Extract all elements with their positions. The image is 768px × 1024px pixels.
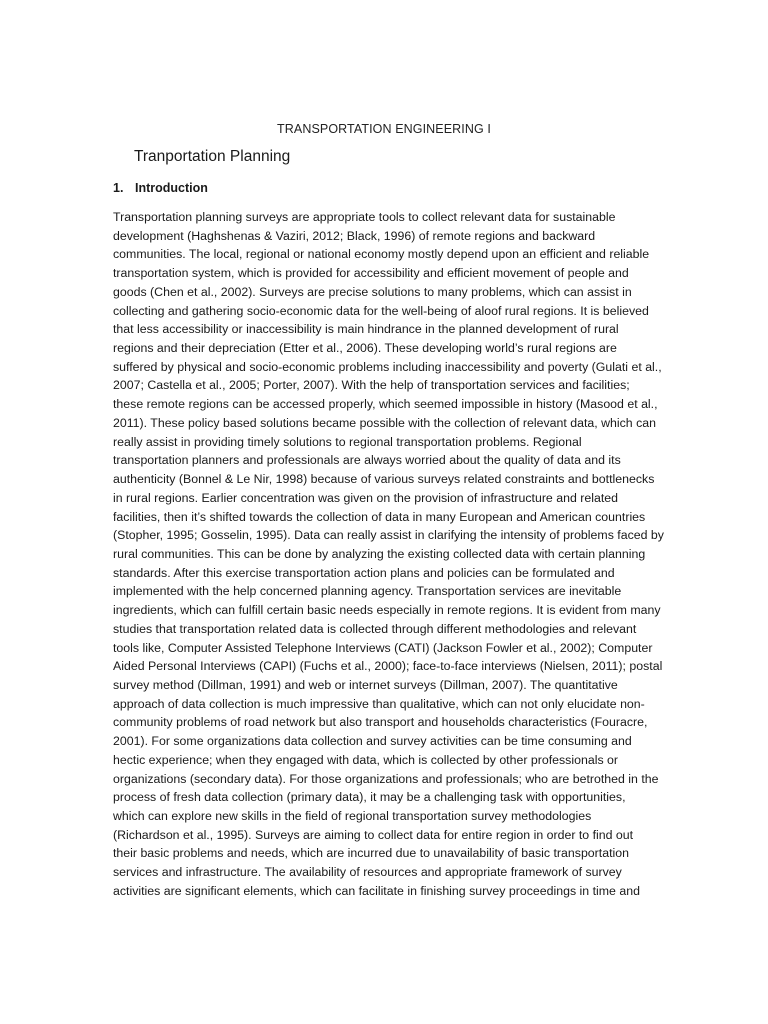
paragraph-line: (Richardson et al., 1995). Surveys are aiming to collect data for entire region in order to find out	[113, 827, 634, 842]
paragraph-line: 2001). For some organizations data collection and survey activities can be time consuming and	[113, 734, 632, 749]
paragraph-line: implemented with the help concerned planning agency. Transportation services are inevitable	[113, 584, 622, 599]
paragraph-line: community problems of road network but also transport and households characteristics (Fouracre,	[113, 715, 648, 730]
section-heading	[113, 181, 208, 195]
paragraph-line: goods (Chen et al., 2002). Surveys are precise solutions to many problems, which can assist in	[113, 284, 632, 299]
paragraph-line: development (Haghshenas & Vaziri, 2012; Black, 1996) of remote regions and backward	[113, 228, 596, 243]
paragraph-line: in rural regions. Earlier concentration was given on the provision of infrastructure and related	[113, 490, 618, 505]
body-paragraph	[113, 208, 679, 901]
section-number: 1.	[113, 181, 124, 195]
paragraph-line: Aided Personal Interviews (CAPI) (Fuchs et al., 2000); face-to-face interviews (Nielsen, 2011); postal	[113, 659, 663, 674]
paragraph-line: their basic problems and needs, which are incurred due to unavailability of basic transportation	[113, 846, 629, 861]
page-header: TRANSPORTATION ENGINEERING I	[277, 122, 491, 136]
paragraph-line: activities are significant elements, which can facilitate in finishing survey proceedings in time and	[113, 883, 640, 898]
paragraph-line: transportation system, which is provided for accessibility and efficient movement of people and	[113, 266, 629, 281]
paragraph-line: communities. The local, regional or national economy mostly depend upon an efficient and reliable	[113, 247, 650, 262]
paragraph-line: that less accessibility or inaccessibility is main hindrance in the planned development of rural	[113, 322, 619, 337]
paragraph-line: approach of data collection is much impressive than qualitative, which can not only elucidate non-	[113, 696, 645, 711]
paragraph-line: tools like, Computer Assisted Telephone Interviews (CATI) (Jackson Fowler et al., 2002); Computer	[113, 640, 653, 655]
section-title: Introduction	[135, 181, 208, 195]
paragraph-line: process of fresh data collection (primary data), it may be a challenging task with opportunities,	[113, 790, 626, 805]
paragraph-line: suffered by physical and socio-economic problems including inaccessibility and poverty (Gulati et al.,	[113, 359, 662, 374]
paragraph-line: Transportation planning surveys are appropriate tools to collect relevant data for sustainable	[113, 210, 616, 224]
paragraph-line: ingredients, which can fulfill certain basic needs especially in remote regions. It is evident from many	[113, 603, 661, 618]
paragraph-line: studies that transportation related data is collected through different methodologies and relevant	[113, 621, 637, 636]
paragraph-line: 2007; Castella et al., 2005; Porter, 2007). With the help of transportation services and facilities;	[113, 378, 630, 393]
paragraph-line: regions and their depreciation (Etter et al., 2006). These developing world’s rural regions are	[113, 341, 617, 356]
paragraph-line: services and infrastructure. The availability of resources and appropriate framework of survey	[113, 865, 622, 880]
paragraph-line: organizations (secondary data). For those organizations and professionals; who are betrothed in the	[113, 771, 659, 786]
paragraph-line: facilities, then it’s shifted towards the collection of data in many European and American countries	[113, 509, 646, 524]
paragraph-line: 2011). These policy based solutions became possible with the collection of relevant data, which can	[113, 415, 656, 430]
paragraph-line: transportation planners and professionals are always worried about the quality of data and its	[113, 453, 621, 468]
paragraph-line: hectic experience; when they engaged with data, which is collected by other professionals or	[113, 752, 619, 767]
paragraph-line: which can explore new skills in the field of regional transportation survey methodologies	[113, 809, 592, 823]
document-title: Tranportation Planning	[134, 148, 291, 165]
paragraph-line: really assist in providing timely solutions to regional transportation problems. Regional	[113, 434, 582, 449]
paragraph-line: (Stopher, 1995; Gosselin, 1995). Data can really assist in clarifying the intensity of problems faced by	[113, 528, 664, 543]
paragraph-line: these remote regions can be accessed properly, which seemed impossible in history (Masood et al.,	[113, 397, 658, 412]
paragraph-line: collecting and gathering socio-economic data for the well-being of aloof rural regions. It is believed	[113, 303, 649, 318]
paragraph-line: survey method (Dillman, 1991) and web or internet surveys (Dillman, 2007). The quantitative	[113, 677, 618, 692]
paragraph-line: authenticity (Bonnel & Le Nir, 1998) because of various surveys related constraints and bottlenecks	[113, 472, 655, 487]
paragraph-line: standards. After this exercise transportation action plans and policies can be formulated and	[113, 565, 615, 580]
paragraph-line: rural communities. This can be done by analyzing the existing collected data with certain planning	[113, 546, 646, 561]
